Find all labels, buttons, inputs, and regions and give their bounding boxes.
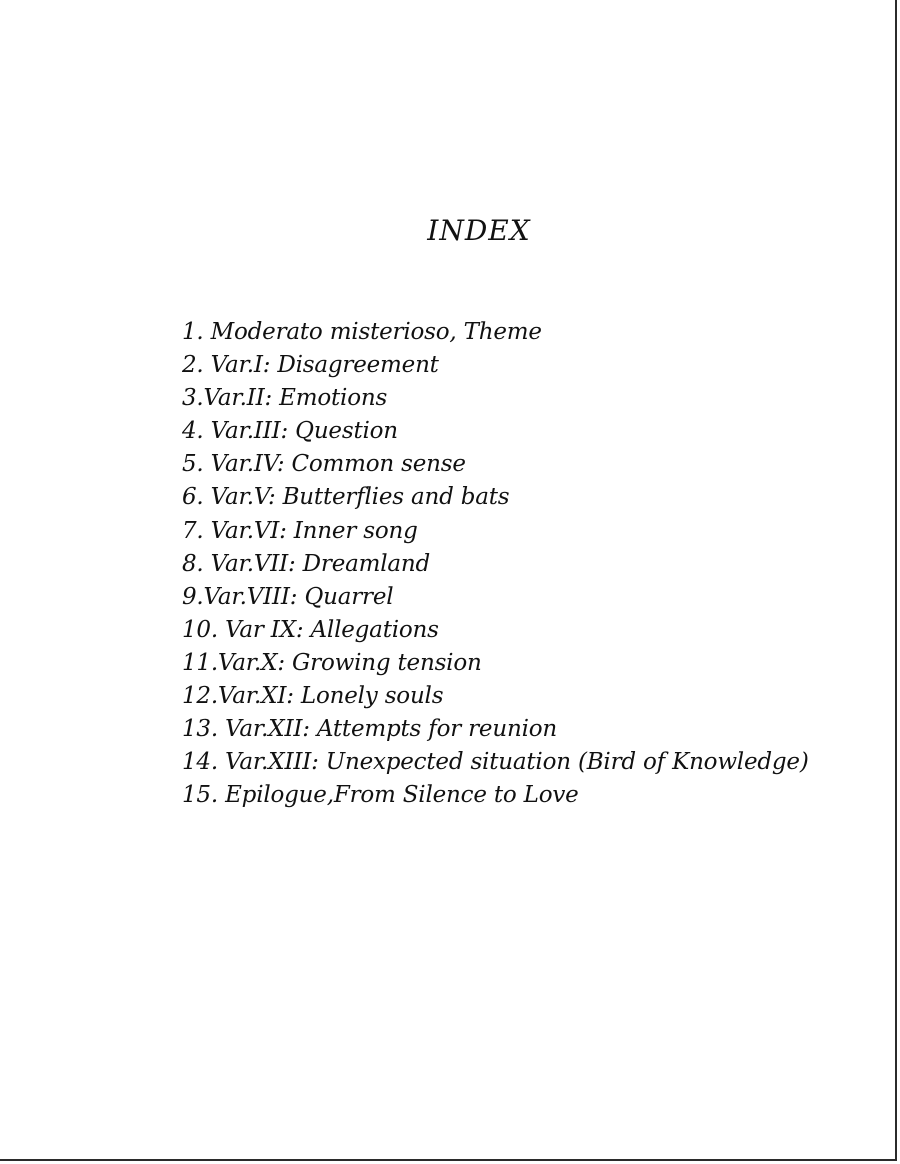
index-entry: 6. Var.V: Butterflies and bats <box>182 484 510 511</box>
page-title: INDEX <box>427 214 531 247</box>
index-entry: 8. Var.VII: Dreamland <box>182 550 431 577</box>
index-entry: 12.Var.XI: Lonely souls <box>182 683 444 710</box>
index-entry: 15. Epilogue,From Silence to Love <box>182 782 579 809</box>
index-list <box>182 316 809 812</box>
index-entry: 10. Var IX: Allegations <box>182 616 439 643</box>
index-entry: 5. Var.IV: Common sense <box>182 451 466 478</box>
index-entry: 3.Var.II: Emotions <box>182 385 388 412</box>
index-entry: 9.Var.VIII: Quarrel <box>182 583 394 610</box>
index-entry: 14. Var.XIII: Unexpected situation (Bird of Knowledge) <box>182 749 809 776</box>
index-entry: 13. Var.XII: Attempts for reunion <box>182 716 557 743</box>
index-entry: 2. Var.I: Disagreement <box>182 352 439 379</box>
index-entry: 4. Var.III: Question <box>182 418 398 445</box>
index-entry: 11.Var.X: Growing tension <box>182 649 482 676</box>
index-entry: 7. Var.VI: Inner song <box>182 517 418 544</box>
index-entry: 1. Moderato misterioso, Theme <box>182 319 542 345</box>
